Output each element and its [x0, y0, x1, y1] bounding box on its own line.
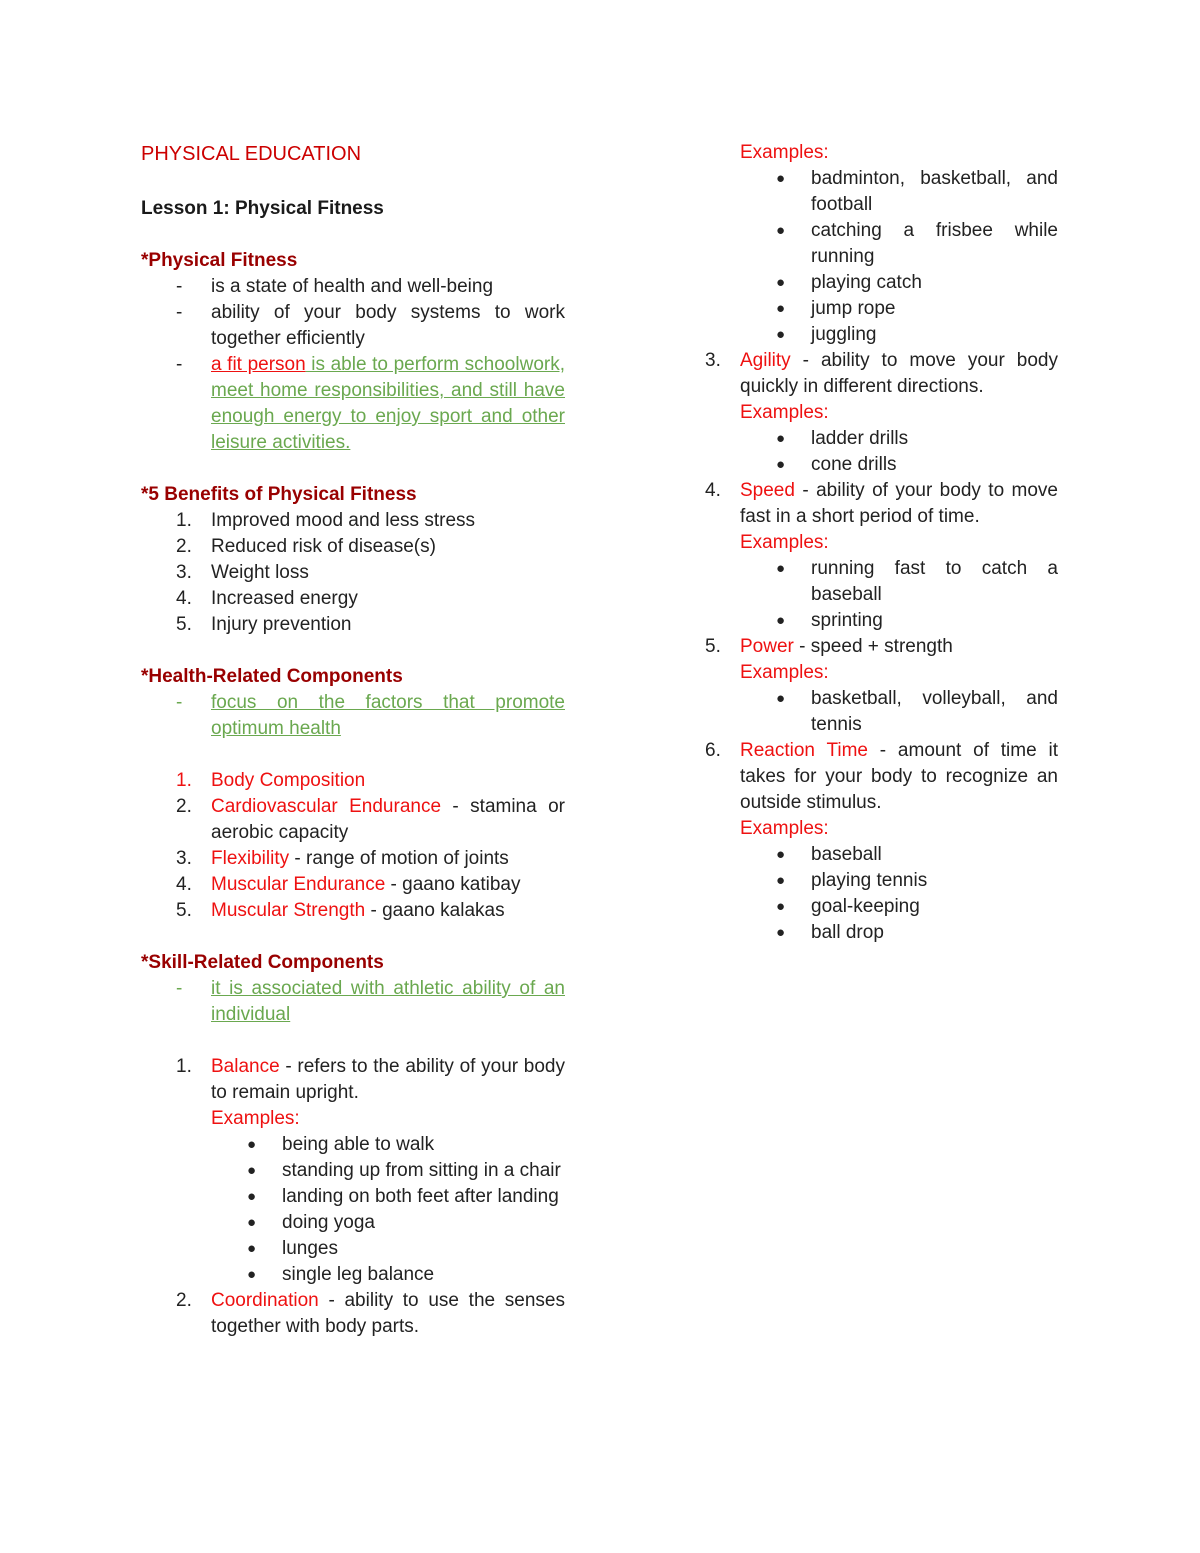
lesson-heading: Lesson 1: Physical Fitness	[141, 198, 384, 219]
example-item: ● cone drills	[776, 454, 897, 475]
benefit-item: 2. Reduced risk of disease(s)	[176, 536, 436, 557]
example-item: ● doing yoga	[247, 1212, 375, 1233]
example-item: ● playing tennis	[776, 870, 928, 891]
health-component: 1. Body Composition	[176, 770, 366, 791]
health-components-heading: *Health-Related Components	[141, 666, 403, 687]
skill-component: 2. Coordination - ability to use the senses together with body parts.	[176, 1290, 565, 1337]
skill-component: 5. Power - speed + strength	[705, 636, 953, 657]
health-component: 5. Muscular Strength - gaano kalakas	[176, 900, 505, 921]
example-item: ● jump rope	[776, 298, 896, 319]
benefit-item: 4. Increased energy	[176, 588, 358, 609]
examples-label: Examples:	[740, 662, 829, 683]
skill-component: 1. Balance - refers to the ability of your body to remain upright.	[176, 1056, 565, 1103]
health-component: 2. Cardiovascular Endurance - stamina or aerobic capacity	[176, 796, 565, 843]
example-item: ● ball drop	[776, 922, 884, 943]
health-component: 3. Flexibility - range of motion of joints	[176, 848, 509, 869]
example-item: ● badminton, basketball, and football	[776, 168, 1058, 215]
benefit-item: 5. Injury prevention	[176, 614, 352, 635]
examples-label: Examples:	[211, 1108, 300, 1129]
example-item: ● goal-keeping	[776, 896, 920, 917]
example-item: ● sprinting	[776, 610, 883, 631]
skill-component: 3. Agility - ability to move your body quickly in different directions.	[705, 350, 1058, 397]
skill-components-heading: *Skill-Related Components	[141, 952, 384, 973]
examples-label: Examples:	[740, 818, 829, 839]
fit-person-item: - a fit person is able to perform schoolwork, meet home responsibilities, and still have enough energy to enjoy sport and other leisure activities.	[176, 354, 565, 453]
right-column	[670, 140, 1058, 946]
health-note: - focus on the factors that promote optimum health	[176, 692, 565, 739]
example-item: ● standing up from sitting in a chair	[247, 1160, 561, 1181]
left-column	[141, 140, 565, 1340]
example-item: ● playing catch	[776, 272, 922, 293]
skill-note: - it is associated with athletic ability of an individual	[176, 978, 565, 1025]
skill-component: 4. Speed - ability of your body to move fast in a short period of time.	[705, 480, 1058, 527]
examples-label: Examples:	[740, 402, 829, 423]
benefits-heading: *5 Benefits of Physical Fitness	[141, 484, 417, 505]
health-component: 4. Muscular Endurance - gaano katibay	[176, 874, 521, 895]
example-item: ● lunges	[247, 1238, 338, 1259]
definition-item: - ability of your body systems to work together efficiently	[176, 302, 565, 349]
skill-component: 6. Reaction Time - amount of time it takes for your body to recognize an outside stimulus.	[705, 740, 1058, 813]
example-item: ● juggling	[776, 324, 877, 345]
examples-label: Examples:	[740, 142, 829, 163]
example-item: ● landing on both feet after landing	[247, 1186, 559, 1207]
example-item: ● catching a frisbee while running	[776, 220, 1058, 267]
example-item: ● ladder drills	[776, 428, 909, 449]
example-item: ● baseball	[776, 844, 882, 865]
example-item: ● single leg balance	[247, 1264, 435, 1285]
example-item: ● being able to walk	[247, 1134, 435, 1155]
examples-label: Examples:	[740, 532, 829, 553]
benefit-item: 1. Improved mood and less stress	[176, 510, 476, 531]
definition-item: - is a state of health and well-being	[176, 276, 494, 297]
example-item: ● running fast to catch a baseball	[776, 558, 1058, 605]
physical-fitness-heading: *Physical Fitness	[141, 250, 298, 271]
example-item: ● basketball, volleyball, and tennis	[776, 688, 1058, 735]
benefit-item: 3. Weight loss	[176, 562, 309, 583]
document-title: PHYSICAL EDUCATION	[141, 143, 362, 165]
fit-person-description: is able to perform schoolwork, meet home responsibilities, and still have enough energy to enjoy sport and other leisure activities.	[211, 354, 565, 453]
fit-person-phrase: a fit person	[211, 354, 306, 375]
